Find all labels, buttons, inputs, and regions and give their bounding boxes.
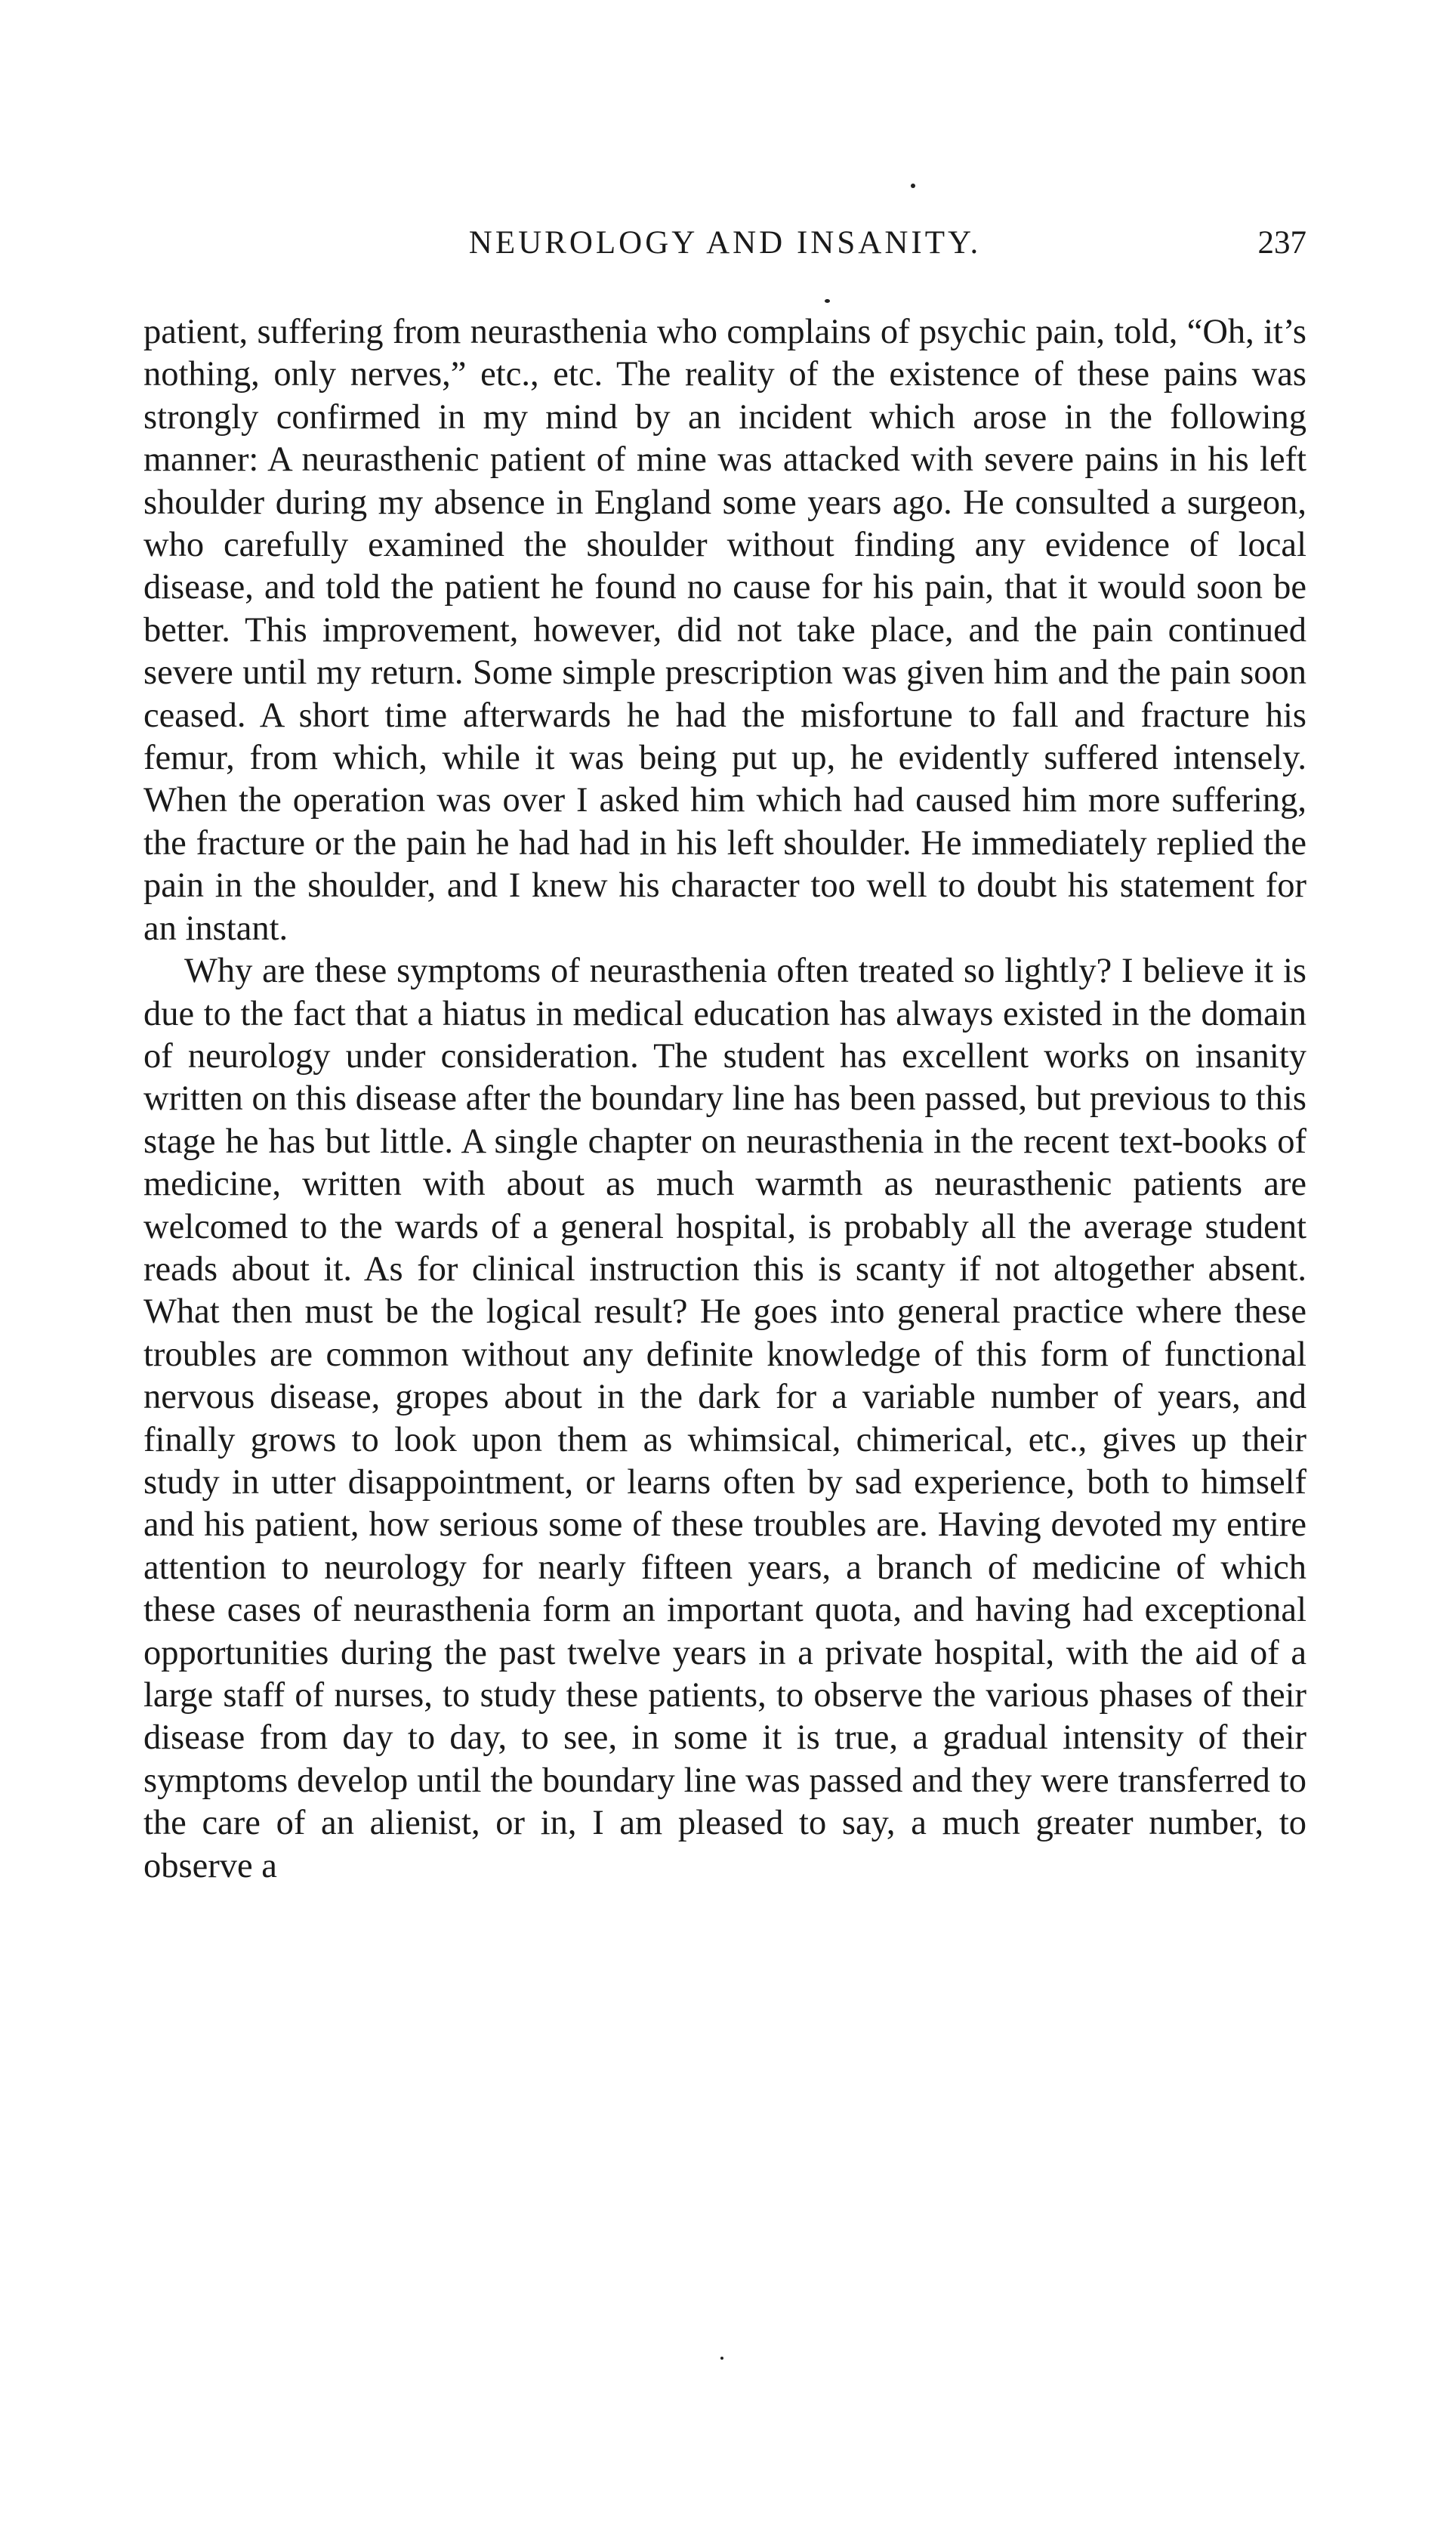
paragraph: patient, suffering from neurasthenia who complains of psychic pain, told, “Oh, it’s nothing, only nerves,” etc., etc. The reality of the existence of these pains was strongly confirmed in my mind by an incident which arose in the following manner: A neurasthenic patient of mine was attacked with severe pains in his left shoulder during my absence in England some years ago. He consulted a surgeon, who carefully examined the shoulder without finding any evidence of local disease, and told the patient he found no cause for his pain, that it would soon be better. This improvement, however, did not take place, and the pain continued severe until my return. Some simple prescription was given him and the pain soon ceased. A short time afterwards he had the misfortune to fall and fracture his femur, from which, while it was being put up, he evidently suffered intensely. When the operation was over I asked him which had caused him more suffering, the fracture or the pain he had had in his left shoulder. He immediately replied the pain in the shoulder, and I knew his character too well to doubt his statement for an instant. bbox=[143, 313, 1306, 948]
paragraph: Why are these symptoms of neurasthenia often treated so lightly? I believe it is due to the fact that a hiatus in medical education has always existed in the domain of neurology under consideration. The student has excellent works on insanity written on this disease after the boundary line has been passed, but previous to this stage he has but little. A single chapter on neurasthenia in the recent text-books of medicine, written with about as much warmth as neurasthenic patients are welcomed to the wards of a general hospital, is probably all the average student reads about it. As for clinical instruction this is scanty if not altogether absent. What then must be the logical result? He goes into general practice where these troubles are common without any definite knowledge of this form of functional nervous disease, gropes about in the dark for a variable number of years, and finally grows to look upon them as whimsical, chimerical, etc., gives up their study in utter disappointment, or learns often by sad experience, both to himself and his patient, how serious some of these troubles are. Having devoted my entire attention to neurology for nearly fifteen years, a branch of medicine of which these cases of neurasthenia form an important quota, and having had exceptional opportunities during the past twelve years in a private hospital, with the aid of a large staff of nurses, to study these patients, to observe the various phases of their disease from day to day, to see, in some it is true, a gradual intensity of their symptoms develop until the boundary line was passed and they were transferred to the care of an alienist, or in, I am pleased to say, a much greater number, to observe a bbox=[143, 952, 1306, 1885]
running-head bbox=[143, 221, 1306, 266]
page-number: 237 bbox=[1257, 225, 1306, 261]
running-title: NEUROLOGY AND INSANITY. bbox=[468, 225, 982, 261]
ink-speck bbox=[911, 184, 915, 188]
body-text bbox=[143, 311, 1306, 1888]
ink-speck bbox=[720, 2357, 723, 2360]
ink-speck bbox=[825, 299, 830, 303]
